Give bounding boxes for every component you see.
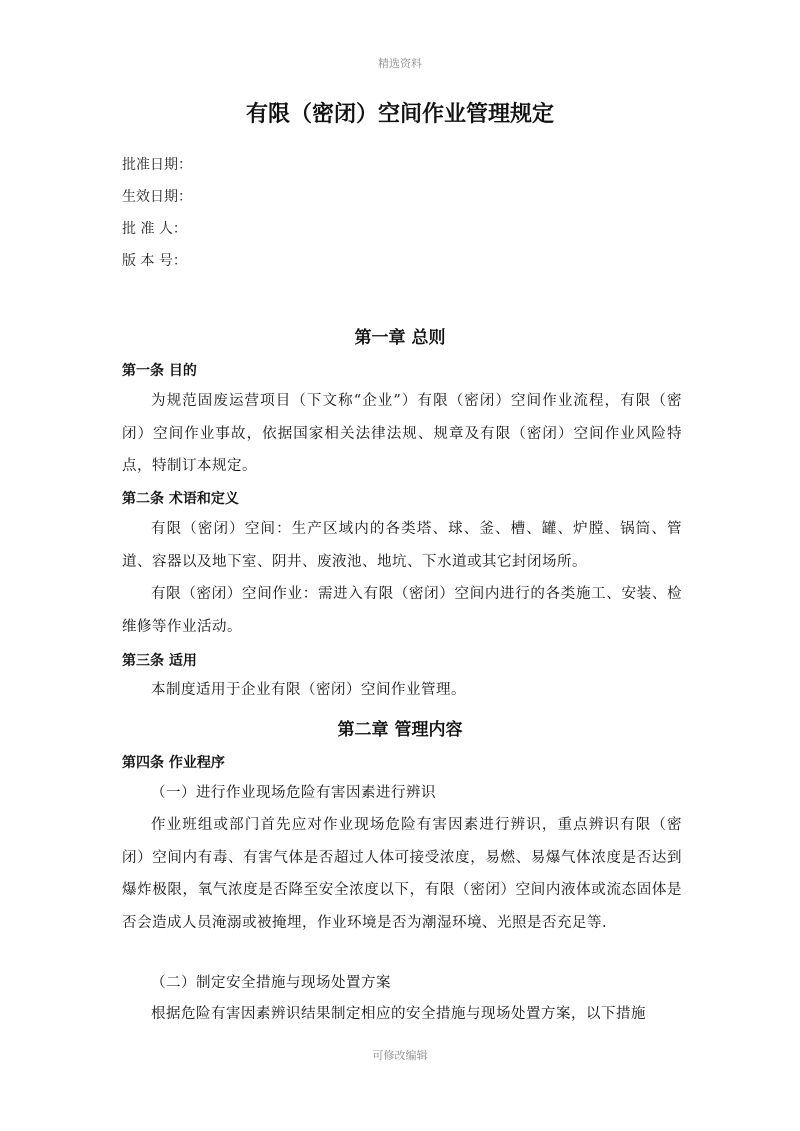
subsection-heading-1: （一）进行作业现场危险有害因素进行辨识 <box>151 785 436 801</box>
approver-label: 批 准 人： <box>122 221 187 237</box>
chapter-heading-1: 第一章 总则 <box>354 328 446 348</box>
paragraph-hazard-identification: 作业班组或部门首先应对作业现场危险有害因素进行辨识，重点辨识有限（密闭）空间内有毒、有害气体是否超过人体可接受浓度，易燃、易爆气体浓度是否达到爆炸极限，氧气浓度是否降至安全浓度以下，有限（密闭）空间内液体或流态固体是否会造成人员淹溺或被掩埋，作业环境是否为潮湿环境、光照是否充足等. <box>122 817 682 931</box>
effective-date-label: 生效日期： <box>122 189 192 205</box>
footer-note: 可修改编辑 <box>372 1049 428 1062</box>
chapter-heading-2: 第二章 管理内容 <box>337 720 463 740</box>
paragraph-purpose: 为规范固废运营项目（下文称“企业”）有限（密闭）空间作业流程，有限（密闭）空间作业事故，依据国家相关法律法规、规章及有限（密闭）空间作业风险特点，特制订本规定。 <box>122 393 682 474</box>
header-note: 精选资料 <box>378 57 422 70</box>
paragraph-safety-measures: 根据危险有害因素辨识结果制定相应的安全措施与现场处置方案，以下措施 <box>151 1006 646 1022</box>
article-heading-2: 第二条 术语和定义 <box>122 491 239 507</box>
article-heading-3: 第三条 适用 <box>122 653 197 669</box>
article-heading-4: 第四条 作业程序 <box>122 755 225 771</box>
paragraph-definition-space: 有限（密闭）空间：生产区域内的各类塔、球、釜、槽、罐、炉膛、锅筒、管道、容器以及地下室、阴井、废液池、地坑、下水道或其它封闭场所。 <box>122 521 682 570</box>
approval-date-label: 批准日期： <box>122 157 192 173</box>
version-label: 版 本 号： <box>122 253 187 269</box>
document-title: 有限（密闭）空间作业管理规定 <box>245 102 554 127</box>
paragraph-scope: 本制度适用于企业有限（密闭）空间作业管理。 <box>151 682 466 698</box>
paragraph-definition-work: 有限（密闭）空间作业：需进入有限（密闭）空间内进行的各类施工、安装、检维修等作业活动。 <box>122 586 682 635</box>
subsection-heading-2: （二）制定安全措施与现场处置方案 <box>151 975 391 991</box>
article-heading-1: 第一条 目的 <box>122 363 197 379</box>
